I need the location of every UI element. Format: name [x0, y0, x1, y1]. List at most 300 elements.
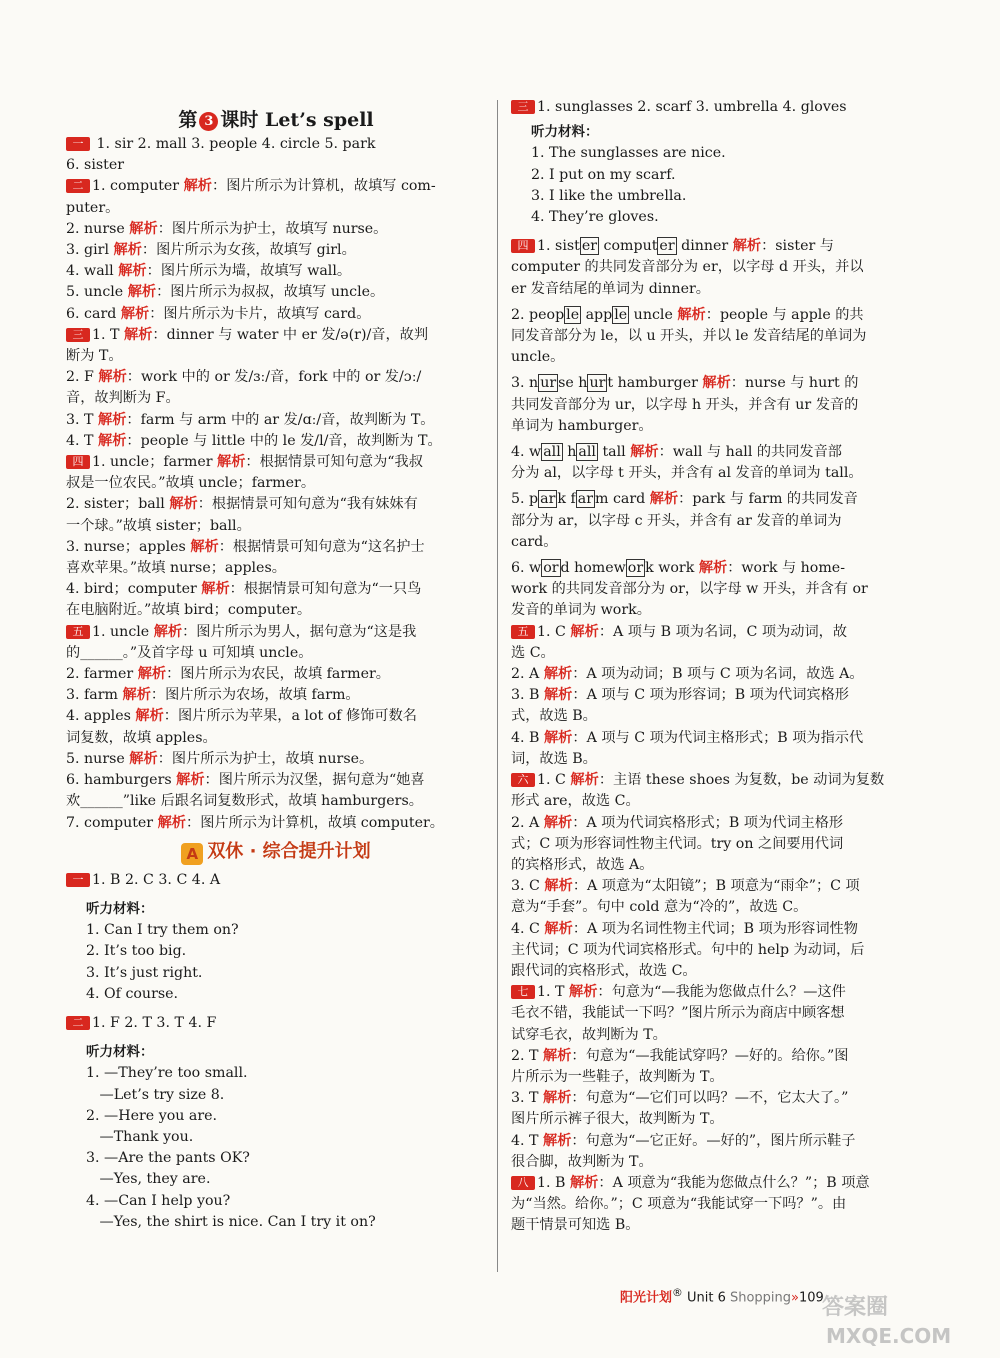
- answer-text: 6. w: [511, 560, 542, 577]
- answer-line: [66, 749, 486, 770]
- analysis-label: 解析: [570, 772, 599, 789]
- answer-text: 3. B: [511, 687, 544, 704]
- answer-line: [511, 749, 931, 770]
- answer-line: [66, 388, 486, 409]
- answer-line: [66, 431, 486, 452]
- answer-line: [66, 579, 486, 600]
- analysis-label: 解析: [127, 284, 157, 301]
- listening-line: —Yes, they are.: [86, 1171, 211, 1188]
- answer-text: 形式 are，故选 C。: [511, 793, 640, 810]
- answer-text: 4. C: [511, 920, 545, 937]
- answer-text: 1. computer: [92, 178, 184, 195]
- listening-line: —Let’s try size 8.: [86, 1086, 225, 1103]
- analysis-label: 解析: [98, 411, 127, 428]
- review-section-7: [511, 982, 931, 1173]
- answer-text: 1. C: [537, 772, 571, 789]
- analysis-text: ：A 项与 C 项为形容词；B 项为代词宾格形: [572, 687, 849, 704]
- analysis-text: ：根据情景可知句意为“这名护士: [218, 538, 425, 555]
- sound-fragment: or: [543, 560, 559, 577]
- answer-text: 一个球。”故填 sister；ball。: [66, 517, 251, 534]
- answer-text: 片所示为一些鞋子，故判断为 T。: [511, 1068, 724, 1085]
- listening-material: [511, 143, 931, 228]
- answer-line: [511, 770, 931, 791]
- answer-text: 2. peop: [511, 306, 565, 323]
- answer-line: [66, 664, 486, 685]
- section-2: [66, 176, 486, 324]
- title-post: 课时 Let’s spell: [220, 109, 374, 131]
- analysis-label: 解析: [129, 220, 158, 237]
- analysis-text: 单词为 hamburger。: [511, 417, 653, 434]
- analysis-text: ：A 项为代词宾格形式；B 项为代词主格形: [572, 814, 844, 831]
- answer-text: 式，故选 B。: [511, 708, 597, 725]
- analysis-label: 解析: [569, 1174, 599, 1191]
- answer-text: 断为 T。: [66, 348, 123, 365]
- listening-line: 1. —They’re too small.: [86, 1065, 248, 1082]
- section-badge: 五: [66, 625, 90, 639]
- section-badge: 四: [511, 239, 535, 253]
- analysis-label: 解析: [544, 878, 573, 895]
- analysis-label: 解析: [98, 432, 127, 449]
- analysis-label: 解析: [698, 560, 728, 577]
- answer-line: [66, 198, 486, 219]
- listening-label: 听力材料：: [86, 1044, 154, 1061]
- answer-line: [511, 347, 931, 368]
- analysis-text: uncle。: [511, 349, 565, 366]
- answer-text: 4. w: [511, 444, 542, 461]
- analysis-text: ：A 项意为“我能为您做点什么？”；B 项意: [598, 1174, 870, 1191]
- answer-line: [511, 1025, 931, 1046]
- answer-text: 试穿毛衣，故判断为 T。: [511, 1026, 667, 1043]
- answer-line: [511, 97, 931, 118]
- analysis-text: ：根据情景可知句意为“我叔: [245, 454, 423, 471]
- answer-text: 2. T: [511, 1047, 544, 1064]
- analysis-text: 部分为 ar，以字母 c 开头，并含有 ar 发音的单词为: [511, 512, 842, 529]
- analysis-label: 解析: [137, 666, 167, 683]
- answer-text: 为“当然。给你。”；C 项意为“我能试穿一下吗？”。由: [511, 1196, 847, 1213]
- listening-line: 4. They’re gloves.: [531, 209, 659, 226]
- answer-text: 4. B: [511, 729, 544, 746]
- analysis-label: 解析: [649, 491, 679, 508]
- answer-line: [511, 532, 931, 553]
- answer-line: [66, 791, 486, 812]
- answer-line: [66, 622, 486, 643]
- listening-line: 4. Of course.: [86, 985, 179, 1002]
- answer-line: [66, 282, 486, 303]
- analysis-label: 解析: [217, 454, 246, 471]
- answer-text: 2. nurse: [66, 220, 130, 237]
- section-badge: 二: [66, 1016, 90, 1030]
- section-badge: 一: [66, 137, 90, 151]
- answer-line: [66, 558, 486, 579]
- sound-fragment: or: [627, 560, 644, 577]
- analysis-text: ：图片所示为叔叔，故填写 uncle。: [156, 284, 385, 301]
- listening-material: [66, 920, 486, 1005]
- analysis-label: 解析: [570, 623, 599, 640]
- answer-text: 音，故判断为 F。: [66, 390, 180, 407]
- column-divider: [497, 100, 498, 1272]
- answer-text: 3. nurse；apples: [66, 538, 191, 555]
- analysis-label: 解析: [677, 306, 706, 323]
- answer-line: [66, 240, 486, 261]
- answer-text: k work: [645, 560, 699, 577]
- page-footer: [620, 1286, 824, 1305]
- answer-line: [66, 685, 486, 706]
- listening-line: 1. The sunglasses are nice.: [531, 145, 726, 162]
- sound-fragment: le: [614, 306, 628, 323]
- analysis-label: 解析: [569, 984, 598, 1001]
- answer-text: 3. farm: [66, 687, 123, 704]
- analysis-text: ：图片所示为计算机，故填写 com-: [212, 178, 436, 195]
- review-section-6: [511, 770, 931, 982]
- answer-text: 6. card: [66, 305, 121, 322]
- answer-line: [66, 134, 486, 155]
- listening-label: 听力材料：: [86, 900, 154, 917]
- answer-line: [511, 643, 931, 664]
- answer-line: [511, 236, 931, 257]
- answer-line: [66, 494, 486, 515]
- sound-fragment: ur: [589, 375, 606, 392]
- analysis-text: er 发音结尾的单词为 dinner。: [511, 280, 710, 297]
- answer-text: 喜欢苹果。”故填 nurse；apples。: [66, 560, 286, 577]
- sound-fragment: le: [566, 306, 580, 323]
- answer-line: [66, 870, 486, 891]
- answer-text: 很合脚，故判断为 T。: [511, 1153, 653, 1170]
- section-badge: 二: [66, 179, 90, 193]
- analysis-text: ：图片所示为农场，故填 farm。: [150, 687, 360, 704]
- answer-line: [511, 897, 931, 918]
- topic-label: Shopping: [729, 1290, 792, 1306]
- answer-text: 题干情景可知选 B。: [511, 1217, 640, 1234]
- listening-line: 2. It’s too big.: [86, 943, 187, 960]
- section-badge: 八: [511, 1176, 535, 1190]
- answer-text: 欢______”like 后跟名词复数形式，故填 hamburgers。: [66, 793, 423, 810]
- sound-fragment: all: [543, 444, 561, 461]
- page-number: 109: [799, 1290, 824, 1306]
- answer-line: [511, 416, 931, 437]
- analysis-label: 解析: [176, 772, 205, 789]
- answer-line: [66, 367, 486, 388]
- answer-text: 4. bird；computer: [66, 581, 202, 598]
- answer-line: [511, 728, 931, 749]
- answer-text: 4. wall: [66, 263, 119, 280]
- analysis-label: 解析: [190, 538, 219, 555]
- answer-text: 的______。”及首字母 u 可知填 uncle。: [66, 644, 313, 661]
- answer-text: 1. uncle；farmer: [92, 454, 218, 471]
- answer-text: 1. T: [92, 326, 125, 343]
- section-5: [66, 622, 486, 834]
- answer-text: 3. T: [511, 1090, 544, 1107]
- answer-line: [511, 1088, 931, 1109]
- answer-line: [511, 1173, 931, 1194]
- answer-line: [511, 1152, 931, 1173]
- analysis-text: ：图片所示为墙，故填写 wall。: [146, 263, 352, 280]
- analysis-text: card。: [511, 533, 558, 550]
- watermark-url: MXQE.COM: [826, 1324, 952, 1348]
- answer-text: k f: [557, 491, 576, 508]
- review-section-8: [511, 1173, 931, 1237]
- unit-label: Unit 6: [682, 1290, 730, 1306]
- section-badge: 三: [66, 328, 90, 342]
- answer-text: h: [562, 444, 577, 461]
- right-column: [511, 97, 931, 1237]
- answer-line: [511, 664, 931, 685]
- review-section-1: [66, 870, 486, 1005]
- answer-line: [66, 473, 486, 494]
- analysis-text: ：根据情景可知句意为“我有妹妹有: [197, 496, 418, 513]
- answer-text: 词，故选 B。: [511, 750, 597, 767]
- answer-line: [66, 410, 486, 431]
- sound-fragment: all: [578, 444, 596, 461]
- section-1: [66, 134, 486, 176]
- analysis-text: ：dinner 与 water 中 er 发/ə(r)/音，故判: [152, 326, 429, 343]
- review-section-2: [66, 1013, 486, 1233]
- answer-text: 2. A: [511, 666, 544, 683]
- answer-line: [511, 558, 931, 579]
- analysis-text: ：work 与 home-: [727, 560, 845, 577]
- analysis-text: ：A 项为动词；B 项与 C 项为名词，故选 A。: [572, 666, 864, 683]
- analysis-label: 解析: [201, 581, 230, 598]
- analysis-text: ：图片所示为男人，据句意为“这是我: [182, 623, 417, 640]
- answer-line: [66, 537, 486, 558]
- analysis-label: 解析: [543, 729, 573, 746]
- answer-text: 1. sir 2. mall 3. people 4. circle 5. park: [92, 136, 376, 152]
- analysis-label: 解析: [98, 369, 127, 386]
- analysis-text: ：句意为“—我能试穿吗？—好的。给你。”图: [571, 1047, 849, 1064]
- registered-mark: ®: [672, 1286, 683, 1299]
- analysis-text: 发音的单词为 work。: [511, 602, 651, 619]
- answer-text: dinner: [676, 238, 733, 255]
- answer-line: [66, 728, 486, 749]
- analysis-text: ：句意为“—它们可以吗？—不，它太大了。”: [571, 1090, 849, 1107]
- answer-line: [66, 261, 486, 282]
- answer-text: 式；C 项为形容词性物主代词。try on 之间要用代词: [511, 835, 844, 852]
- answer-text: se h: [558, 375, 588, 392]
- listening-material: [66, 1063, 486, 1233]
- analysis-label: 解析: [183, 178, 212, 195]
- answer-line: [66, 325, 486, 346]
- answer-line: [511, 279, 931, 300]
- answer-text: 1. F 2. T 3. T 4. F: [92, 1014, 217, 1031]
- answer-text: 意为“手套”。句中 cold 意为“冷的”，故选 C。: [511, 899, 808, 916]
- answer-line: [511, 463, 931, 484]
- analysis-label: 解析: [702, 375, 731, 392]
- answer-line: [511, 855, 931, 876]
- analysis-label: 解析: [543, 814, 573, 831]
- analysis-text: ：work 中的 or 发/ɜː/音，fork 中的 or 发/ɔː/: [126, 369, 422, 386]
- section-badge: 三: [511, 100, 535, 114]
- brand-name: 阳光计划: [620, 1290, 673, 1306]
- answer-line: [66, 452, 486, 473]
- answer-text: t hamburger: [607, 375, 703, 392]
- answer-line: [66, 219, 486, 240]
- answer-line: [511, 257, 931, 278]
- analysis-text: ：wall 与 hall 的共同发音部: [658, 444, 842, 461]
- analysis-label: 解析: [135, 708, 164, 725]
- answer-text: 2. F: [66, 369, 99, 386]
- analysis-label: 解析: [543, 1132, 572, 1149]
- answer-text: 图片所示裤子很大，故判断为 T。: [511, 1111, 724, 1128]
- section-heading-text: 双休 · 综合提升计划: [207, 840, 371, 862]
- listening-line: —Thank you.: [86, 1128, 194, 1145]
- answer-text: 的宾格形式，故选 A。: [511, 856, 654, 873]
- answer-line: [511, 1067, 931, 1088]
- analysis-text: ：nurse 与 hurt 的: [730, 375, 859, 392]
- answer-line: [511, 1003, 931, 1024]
- answer-line: [511, 489, 931, 510]
- analysis-label: 解析: [129, 750, 158, 767]
- sound-fragment: ur: [540, 375, 557, 392]
- answer-line: [511, 834, 931, 855]
- answer-line: [511, 685, 931, 706]
- answer-line: [66, 706, 486, 727]
- answer-line: [511, 982, 931, 1003]
- analysis-text: computer 的共同发音部分为 er，以字母 d 开头，并以: [511, 259, 864, 276]
- analysis-text: ：A 项与 C 项为代词主格形式；B 项为指示代: [572, 729, 864, 746]
- analysis-label: 解析: [169, 496, 198, 513]
- lesson-number-badge: 3: [199, 112, 218, 131]
- listening-line: 1. Can I try them on?: [86, 922, 239, 939]
- analysis-text: 同发音部分为 le，以 u 开头，并以 le 发音结尾的单词为: [511, 328, 867, 345]
- answer-text: 1. C: [537, 623, 571, 640]
- analysis-text: ：图片所示为汉堡，据句意为“她喜: [204, 772, 425, 789]
- answer-text: m card: [595, 491, 650, 508]
- answer-text: comput: [599, 238, 658, 255]
- answer-line: [66, 176, 486, 197]
- answer-text: 5. uncle: [66, 284, 128, 301]
- left-column: [66, 106, 486, 1233]
- answer-line: [511, 1131, 931, 1152]
- title-pre: 第: [178, 109, 198, 131]
- analysis-label: 解析: [113, 242, 142, 259]
- answer-line: [66, 346, 486, 367]
- answer-line: [66, 770, 486, 791]
- listening-line: 3. I like the umbrella.: [531, 187, 687, 204]
- watermark-logo: 答案圈: [822, 1295, 889, 1320]
- answer-line: [511, 961, 931, 982]
- answer-text: 在电脑附近。”故填 bird；computer。: [66, 602, 312, 619]
- answer-line: [66, 1013, 486, 1034]
- answer-text: 选 C。: [511, 644, 555, 661]
- listening-line: 3. It’s just right.: [86, 964, 203, 981]
- sound-fragment: ar: [540, 491, 556, 508]
- answer-text: 4. T: [511, 1132, 544, 1149]
- answer-text: 2. sister；ball: [66, 496, 170, 513]
- answer-text: 4. T: [66, 432, 99, 449]
- analysis-label: 解析: [543, 666, 573, 683]
- analysis-text: ：A 项为名词性物主代词；B 项为形容词性物: [572, 920, 858, 937]
- sound-fragment: er: [659, 238, 675, 255]
- answer-text: 毛衣不错，我能试一下吗？”图片所示为商店中顾客想: [511, 1005, 845, 1022]
- analysis-label: 解析: [732, 238, 762, 255]
- answer-text: 3. T: [66, 411, 99, 428]
- lesson-title: [66, 106, 486, 134]
- analysis-text: ：句意为“—我能为您做点什么？—这件: [597, 984, 846, 1001]
- answer-text: tall: [597, 444, 631, 461]
- arrow-icon: »: [791, 1290, 800, 1306]
- analysis-label: 解析: [543, 687, 573, 704]
- listening-line: 4. —Can I help you?: [86, 1192, 231, 1209]
- analysis-text: ：根据情景可知句意为“一只鸟: [229, 581, 422, 598]
- section-badge: 六: [511, 773, 535, 787]
- answer-text: 主代词；C 项为代词宾格形式。句中的 help 为动词，后: [511, 941, 865, 958]
- answer-line: [511, 305, 931, 326]
- listening-line: 2. —Here you are.: [86, 1107, 218, 1124]
- analysis-text: ：句意为“—它正好。—好的”，图片所示鞋子: [571, 1132, 856, 1149]
- review-section-3: [511, 97, 931, 228]
- analysis-text: ：图片所示为护士，故填写 nurse。: [157, 220, 388, 237]
- answer-text: uncle: [629, 306, 678, 323]
- analysis-text: ：图片所示为卡片，故填写 card。: [149, 305, 371, 322]
- analysis-label: 解析: [543, 1047, 572, 1064]
- answer-line: [511, 1194, 931, 1215]
- a-logo-icon: A: [181, 843, 203, 865]
- analysis-text: ：people 与 little 中的 le 发/l/音，故判断为 T。: [126, 432, 442, 449]
- answer-line: [511, 1109, 931, 1130]
- answer-line: [511, 326, 931, 347]
- analysis-text: ：people 与 apple 的共: [705, 306, 864, 323]
- answer-text: 3. n: [511, 375, 539, 392]
- listening-line: 2. I put on my scarf.: [531, 166, 676, 183]
- section-badge: 七: [511, 985, 535, 999]
- analysis-label: 解析: [544, 920, 573, 937]
- answer-text: 3. girl: [66, 242, 114, 259]
- answer-line: [511, 940, 931, 961]
- analysis-label: 解析: [543, 1090, 572, 1107]
- answer-text: 6. hamburgers: [66, 772, 177, 789]
- answer-text: 2. A: [511, 814, 544, 831]
- analysis-text: ：A 项意为“太阳镜”；B 项意为“雨伞”；C 项: [572, 878, 860, 895]
- answer-line: [511, 1215, 931, 1236]
- answer-text: 4. apples: [66, 708, 136, 725]
- section-heading: [66, 834, 486, 870]
- answer-line: [511, 373, 931, 394]
- analysis-label: 解析: [153, 623, 183, 640]
- analysis-text: ：图片所示为女孩，故填写 girl。: [141, 242, 356, 259]
- answer-line: [511, 706, 931, 727]
- answer-text: 5. p: [511, 491, 539, 508]
- answer-line: [66, 600, 486, 621]
- analysis-label: 解析: [120, 305, 150, 322]
- analysis-text: ：sister 与: [761, 238, 834, 255]
- sound-fragment: er: [581, 238, 598, 255]
- answer-text: 5. nurse: [66, 750, 130, 767]
- answer-text: app: [581, 306, 613, 323]
- answer-line: [511, 395, 931, 416]
- analysis-text: ：park 与 farm 的共同发音: [678, 491, 858, 508]
- analysis-text: ：farm 与 arm 中的 ar 发/ɑː/音，故判断为 T。: [126, 411, 435, 428]
- listening-line: 3. —Are the pants OK?: [86, 1150, 250, 1167]
- analysis-text: ：图片所示为护士，故填 nurse。: [157, 750, 374, 767]
- analysis-label: 解析: [157, 814, 186, 831]
- answer-line: [511, 1046, 931, 1067]
- answer-line: [66, 813, 486, 834]
- analysis-text: work 的共同发音部分为 or，以字母 w 开头，并含有 or: [511, 581, 868, 598]
- sound-fragment: ar: [577, 491, 593, 508]
- answer-text: 1. B: [537, 1174, 570, 1191]
- answer-text: 1. T: [537, 984, 570, 1001]
- answer-line: [511, 442, 931, 463]
- answer-line: [511, 600, 931, 621]
- analysis-text: ：主语 these shoes 为复数，be 动词为复数: [598, 772, 885, 789]
- answer-line: [66, 643, 486, 664]
- answer-text: 跟代词的宾格形式，故选 C。: [511, 962, 697, 979]
- answer-line: [511, 876, 931, 897]
- answer-line: [511, 579, 931, 600]
- listening-label: 听力材料：: [531, 124, 599, 141]
- analysis-text: ：图片所示为农民，故填 farmer。: [166, 666, 390, 683]
- answer-text: 2. farmer: [66, 666, 138, 683]
- analysis-text: ：A 项与 B 项为名词，C 项为动词，故: [598, 623, 848, 640]
